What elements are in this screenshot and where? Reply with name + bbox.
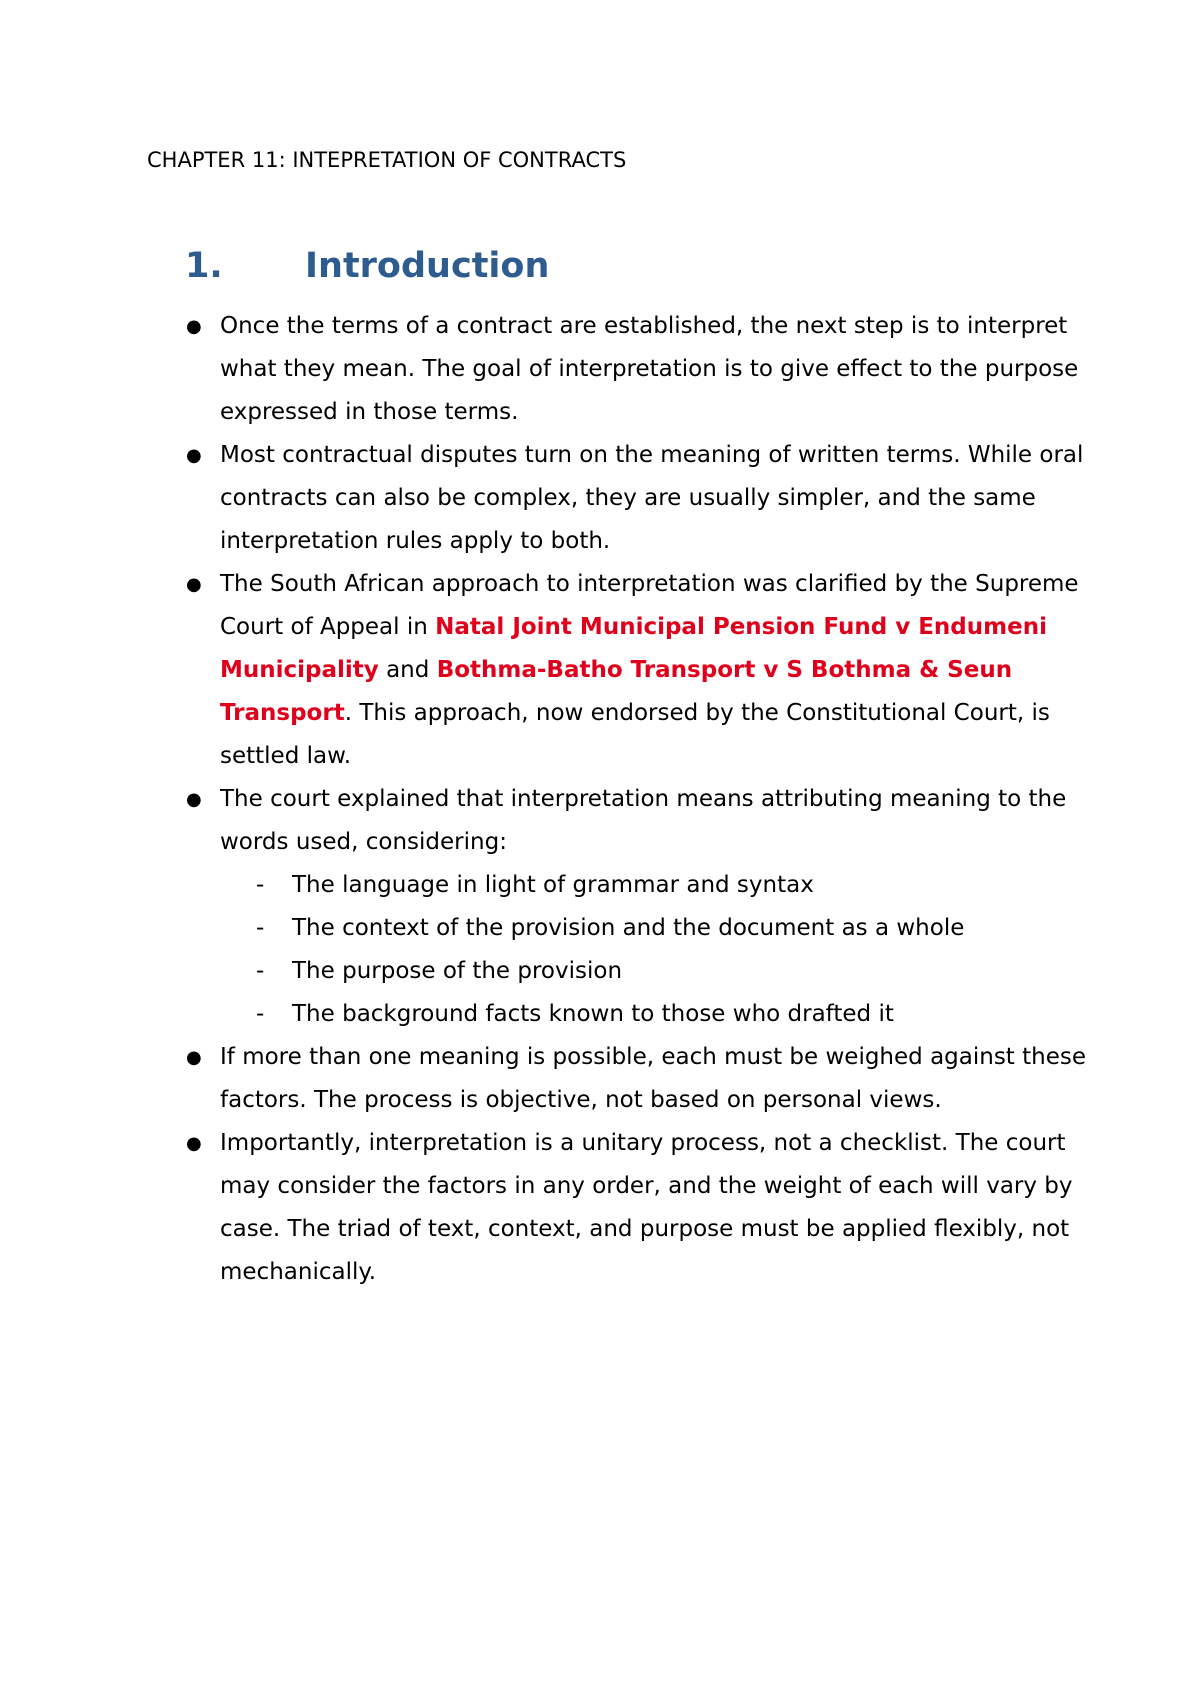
case-citation-endumeni: Natal Joint Municipal Pension Fund v Endumeni Municipality <box>220 614 1047 683</box>
bullet-icon: ● <box>186 316 202 337</box>
sub-list-item <box>256 864 1092 907</box>
bullet-icon: ● <box>186 1047 202 1068</box>
list-item-text-part: and <box>378 657 437 683</box>
list-item-text: Once the terms of a contract are established, the next step is to interpret what they mean. The goal of interpretation is to give effect to the purpose expressed in those terms. <box>220 313 1079 425</box>
bullet-icon: ● <box>186 574 202 595</box>
sub-list-item-text: The context of the provision and the document as a whole <box>292 915 965 941</box>
section-heading <box>185 244 549 288</box>
dash-icon: - <box>256 958 265 984</box>
list-item <box>186 305 1090 434</box>
sub-list-item <box>256 993 1092 1036</box>
section-number: 1. <box>185 246 223 286</box>
list-item <box>186 563 1090 778</box>
list-item <box>186 1122 1090 1294</box>
list-item-text-part: The South African approach to interpretation was clarified by the Supreme Court of Appeal in <box>220 571 1079 640</box>
bullet-list <box>0 305 1200 1294</box>
chapter-title: CHAPTER 11: INTEPRETATION OF CONTRACTS <box>147 148 627 172</box>
sub-list-item-text: The purpose of the provision <box>292 958 623 984</box>
list-item <box>186 434 1090 563</box>
sub-list-item-text: The language in light of grammar and syntax <box>292 872 814 898</box>
dash-icon: - <box>256 1001 265 1027</box>
bullet-icon: ● <box>186 445 202 466</box>
sub-list-item-text: The background facts known to those who drafted it <box>292 1001 894 1027</box>
bullet-icon: ● <box>186 1133 202 1154</box>
list-item <box>186 1036 1090 1122</box>
sub-list-item <box>256 950 1092 993</box>
list-item-text: The court explained that interpretation means attributing meaning to the words used, considering: <box>220 786 1067 855</box>
list-item-text: If more than one meaning is possible, each must be weighed against these factors. The process is objective, not based on personal views. <box>220 1044 1087 1113</box>
list-item <box>186 778 1090 864</box>
list-item-text: Importantly, interpretation is a unitary process, not a checklist. The court may consider the factors in any order, and the weight of each will vary by case. The triad of text, context, and purpose must be applied flexibly, not mechanically. <box>220 1130 1073 1285</box>
dash-icon: - <box>256 915 265 941</box>
dash-icon: - <box>256 872 265 898</box>
bullet-icon: ● <box>186 789 202 810</box>
list-item-text: Most contractual disputes turn on the meaning of written terms. While oral contracts can also be complex, they are usually simpler, and the same interpretation rules apply to both. <box>220 442 1084 554</box>
section-title: Introduction <box>305 246 550 286</box>
list-item-text-part: . This approach, now endorsed by the Constitutional Court, is settled law. <box>220 700 1050 769</box>
sub-list-item <box>256 907 1092 950</box>
case-citation-bothma: Bothma-Batho Transport v S Bothma & Seun Transport <box>220 657 1013 726</box>
